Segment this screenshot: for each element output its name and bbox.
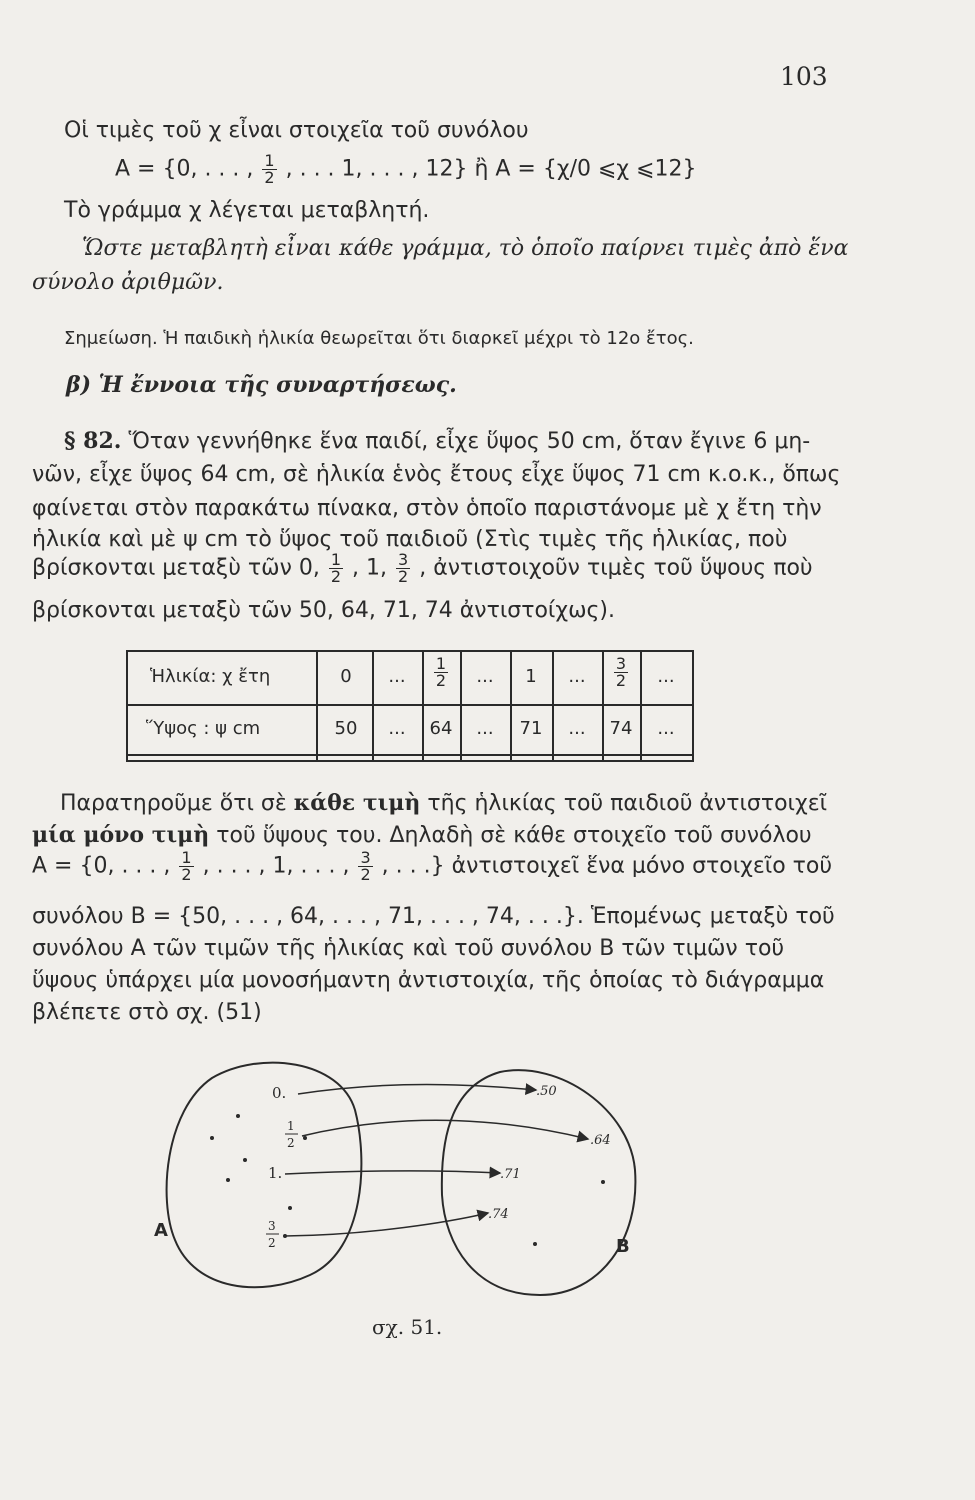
element-dot xyxy=(210,1136,214,1140)
paragraph-line: συνόλου A τῶν τιμῶν τῆς ἡλικίας καὶ τοῦ συνόλου B τῶν τιμῶν τοῦ xyxy=(32,936,785,961)
table-cell: ... xyxy=(476,718,494,739)
definition-text: σύνολο ἀριθμῶν. xyxy=(32,270,224,295)
table-cell: $\frac{3}{2}$ xyxy=(615,654,627,690)
element-three-halves-num: 3 xyxy=(268,1219,276,1233)
element-half-den: 2 xyxy=(287,1136,295,1150)
table-cell: $\frac{1}{2}$ xyxy=(435,654,447,690)
paragraph-line: συνόλου B = {50, . . . , 64, . . . , 71, . . . , 74, . . .}. Ἑπομένως μεταξὺ τοῦ xyxy=(32,904,835,929)
table-cell: ... xyxy=(657,718,675,739)
element-64: .64 xyxy=(590,1133,611,1148)
set-a-definition: A = {0, . . . , $\frac{1}{2}$ , . . . 1, . . . , 12} ἢ A = {χ/0 ⩽χ ⩽12} xyxy=(115,151,697,187)
element-dot xyxy=(303,1136,307,1140)
element-dot xyxy=(288,1206,292,1210)
paragraph-line: φαίνεται στὸν παρακάτω πίνακα, στὸν ὁποῖο παριστάνομε μὲ χ ἔτη τὴν xyxy=(32,496,822,521)
arrow-half-to-64 xyxy=(302,1120,588,1139)
table-cell: 1 xyxy=(525,666,537,687)
set-a-label: A xyxy=(154,1220,168,1241)
definition-text: Ὥστε μεταβλητὴ εἶναι κάθε γράμμα, τὸ ὁποῖο παίρνει τιμὲς ἀπὸ ἕνα xyxy=(82,236,849,261)
paragraph-line: ὕψους ὑπάρχει μία μονοσήμαντη ἀντιστοιχία, τῆς ὁποίας τὸ διάγραμμα xyxy=(32,968,825,993)
table-cell: 0 xyxy=(340,666,352,687)
text-line: Οἱ τιμὲς τοῦ χ εἶναι στοιχεῖα τοῦ συνόλου xyxy=(64,118,529,143)
arrow-0-to-50 xyxy=(298,1085,536,1095)
mapping-diagram xyxy=(150,1050,650,1310)
element-71: .71 xyxy=(500,1167,521,1182)
element-half-num: 1 xyxy=(287,1119,295,1133)
paragraph-number: § 82. xyxy=(64,428,122,454)
element-dot xyxy=(533,1242,537,1246)
paragraph-line: νῶν, εἶχε ὕψος 64 cm, σὲ ἡλικία ἑνὸς ἔτους εἶχε ὕψος 71 cm κ.ο.κ., ὅπως xyxy=(32,462,841,487)
paragraph-line: A = {0, . . . , $\frac{1}{2}$ , . . . , 1, . . . , $\frac{3}{2}$ , . . .} ἀντιστοιχεῖ ἕνα μόνο στοιχεῖο τοῦ xyxy=(32,848,833,884)
arrow-3halves-to-74 xyxy=(285,1213,488,1236)
table-cell: ... xyxy=(657,666,675,687)
element-74: .74 xyxy=(488,1207,509,1222)
table-cell: ... xyxy=(568,666,586,687)
element-dot xyxy=(243,1158,247,1162)
row-label-height: Ὕψος : ψ cm xyxy=(146,718,261,739)
table-cell: ... xyxy=(568,718,586,739)
set-a-outline xyxy=(167,1063,362,1288)
note: Σημείωση. Ἡ παιδικὴ ἡλικία θεωρεῖται ὅτι διαρκεῖ μέχρι τὸ 12ο ἔτος. xyxy=(64,328,694,349)
element-one: 1. xyxy=(268,1164,283,1182)
fraction-half: $\frac{1}{2}$ xyxy=(264,151,275,187)
set-b-label: B xyxy=(616,1236,630,1257)
element-dot xyxy=(236,1114,240,1118)
paragraph-line: βρίσκονται μεταξὺ τῶν 50, 64, 71, 74 ἀντιστοίχως). xyxy=(32,598,615,623)
arrow-1-to-71 xyxy=(285,1171,500,1174)
section-heading: β) Ἡ ἔννοια τῆς συναρτήσεως. xyxy=(66,372,457,398)
element-zero: 0. xyxy=(272,1084,287,1102)
table-cell: ... xyxy=(476,666,494,687)
paragraph-line: βρίσκονται μεταξὺ τῶν 0, $\frac{1}{2}$ , 1, $\frac{3}{2}$ , ἀντιστοιχοῦν τιμὲς τοῦ ὕψους ποὺ xyxy=(32,550,813,586)
table-cell: 74 xyxy=(609,718,633,739)
table-cell: 64 xyxy=(429,718,453,739)
fraction-three-halves: $\frac{3}{2}$ xyxy=(360,848,371,884)
set-b-outline xyxy=(442,1070,636,1295)
paragraph-line: § 82. Ὅταν γεννήθηκε ἕνα παιδί, εἶχε ὕψος 50 cm, ὅταν ἔγινε 6 μη- xyxy=(64,428,811,454)
element-three-halves-den: 2 xyxy=(268,1236,276,1250)
paragraph-line: Παρατηροῦμε ὅτι σὲ κάθε τιμὴ τῆς ἡλικίας τοῦ παιδιοῦ ἀντιστοιχεῖ xyxy=(60,790,828,816)
element-dot xyxy=(601,1180,605,1184)
row-label-age: Ἡλικία: χ ἔτη xyxy=(150,666,271,687)
element-dot xyxy=(226,1178,230,1182)
table-cell: 71 xyxy=(519,718,543,739)
paragraph-line: ἡλικία καὶ μὲ ψ cm τὸ ὕψος τοῦ παιδιοῦ (Στὶς τιμὲς τῆς ἡλικίας, ποὺ xyxy=(32,527,788,552)
table-cell: 50 xyxy=(334,718,358,739)
page-number: 103 xyxy=(780,62,828,91)
text-line: Τὸ γράμμα χ λέγεται μεταβλητή. xyxy=(64,198,430,223)
figure-caption: σχ. 51. xyxy=(372,1315,443,1339)
table-cell: ... xyxy=(388,718,406,739)
fraction-half: $\frac{1}{2}$ xyxy=(330,550,342,586)
table-cell: ... xyxy=(388,666,406,687)
paragraph-line: βλέπετε στὸ σχ. (51) xyxy=(32,1000,262,1025)
fraction-three-halves: $\frac{3}{2}$ xyxy=(398,550,409,586)
element-50: .50 xyxy=(536,1084,557,1099)
paragraph-line: μία μόνο τιμὴ τοῦ ὕψους του. Δηλαδὴ σὲ κάθε στοιχεῖο τοῦ συνόλου xyxy=(32,822,812,848)
fraction-half: $\frac{1}{2}$ xyxy=(181,848,192,884)
age-height-table xyxy=(126,650,694,762)
